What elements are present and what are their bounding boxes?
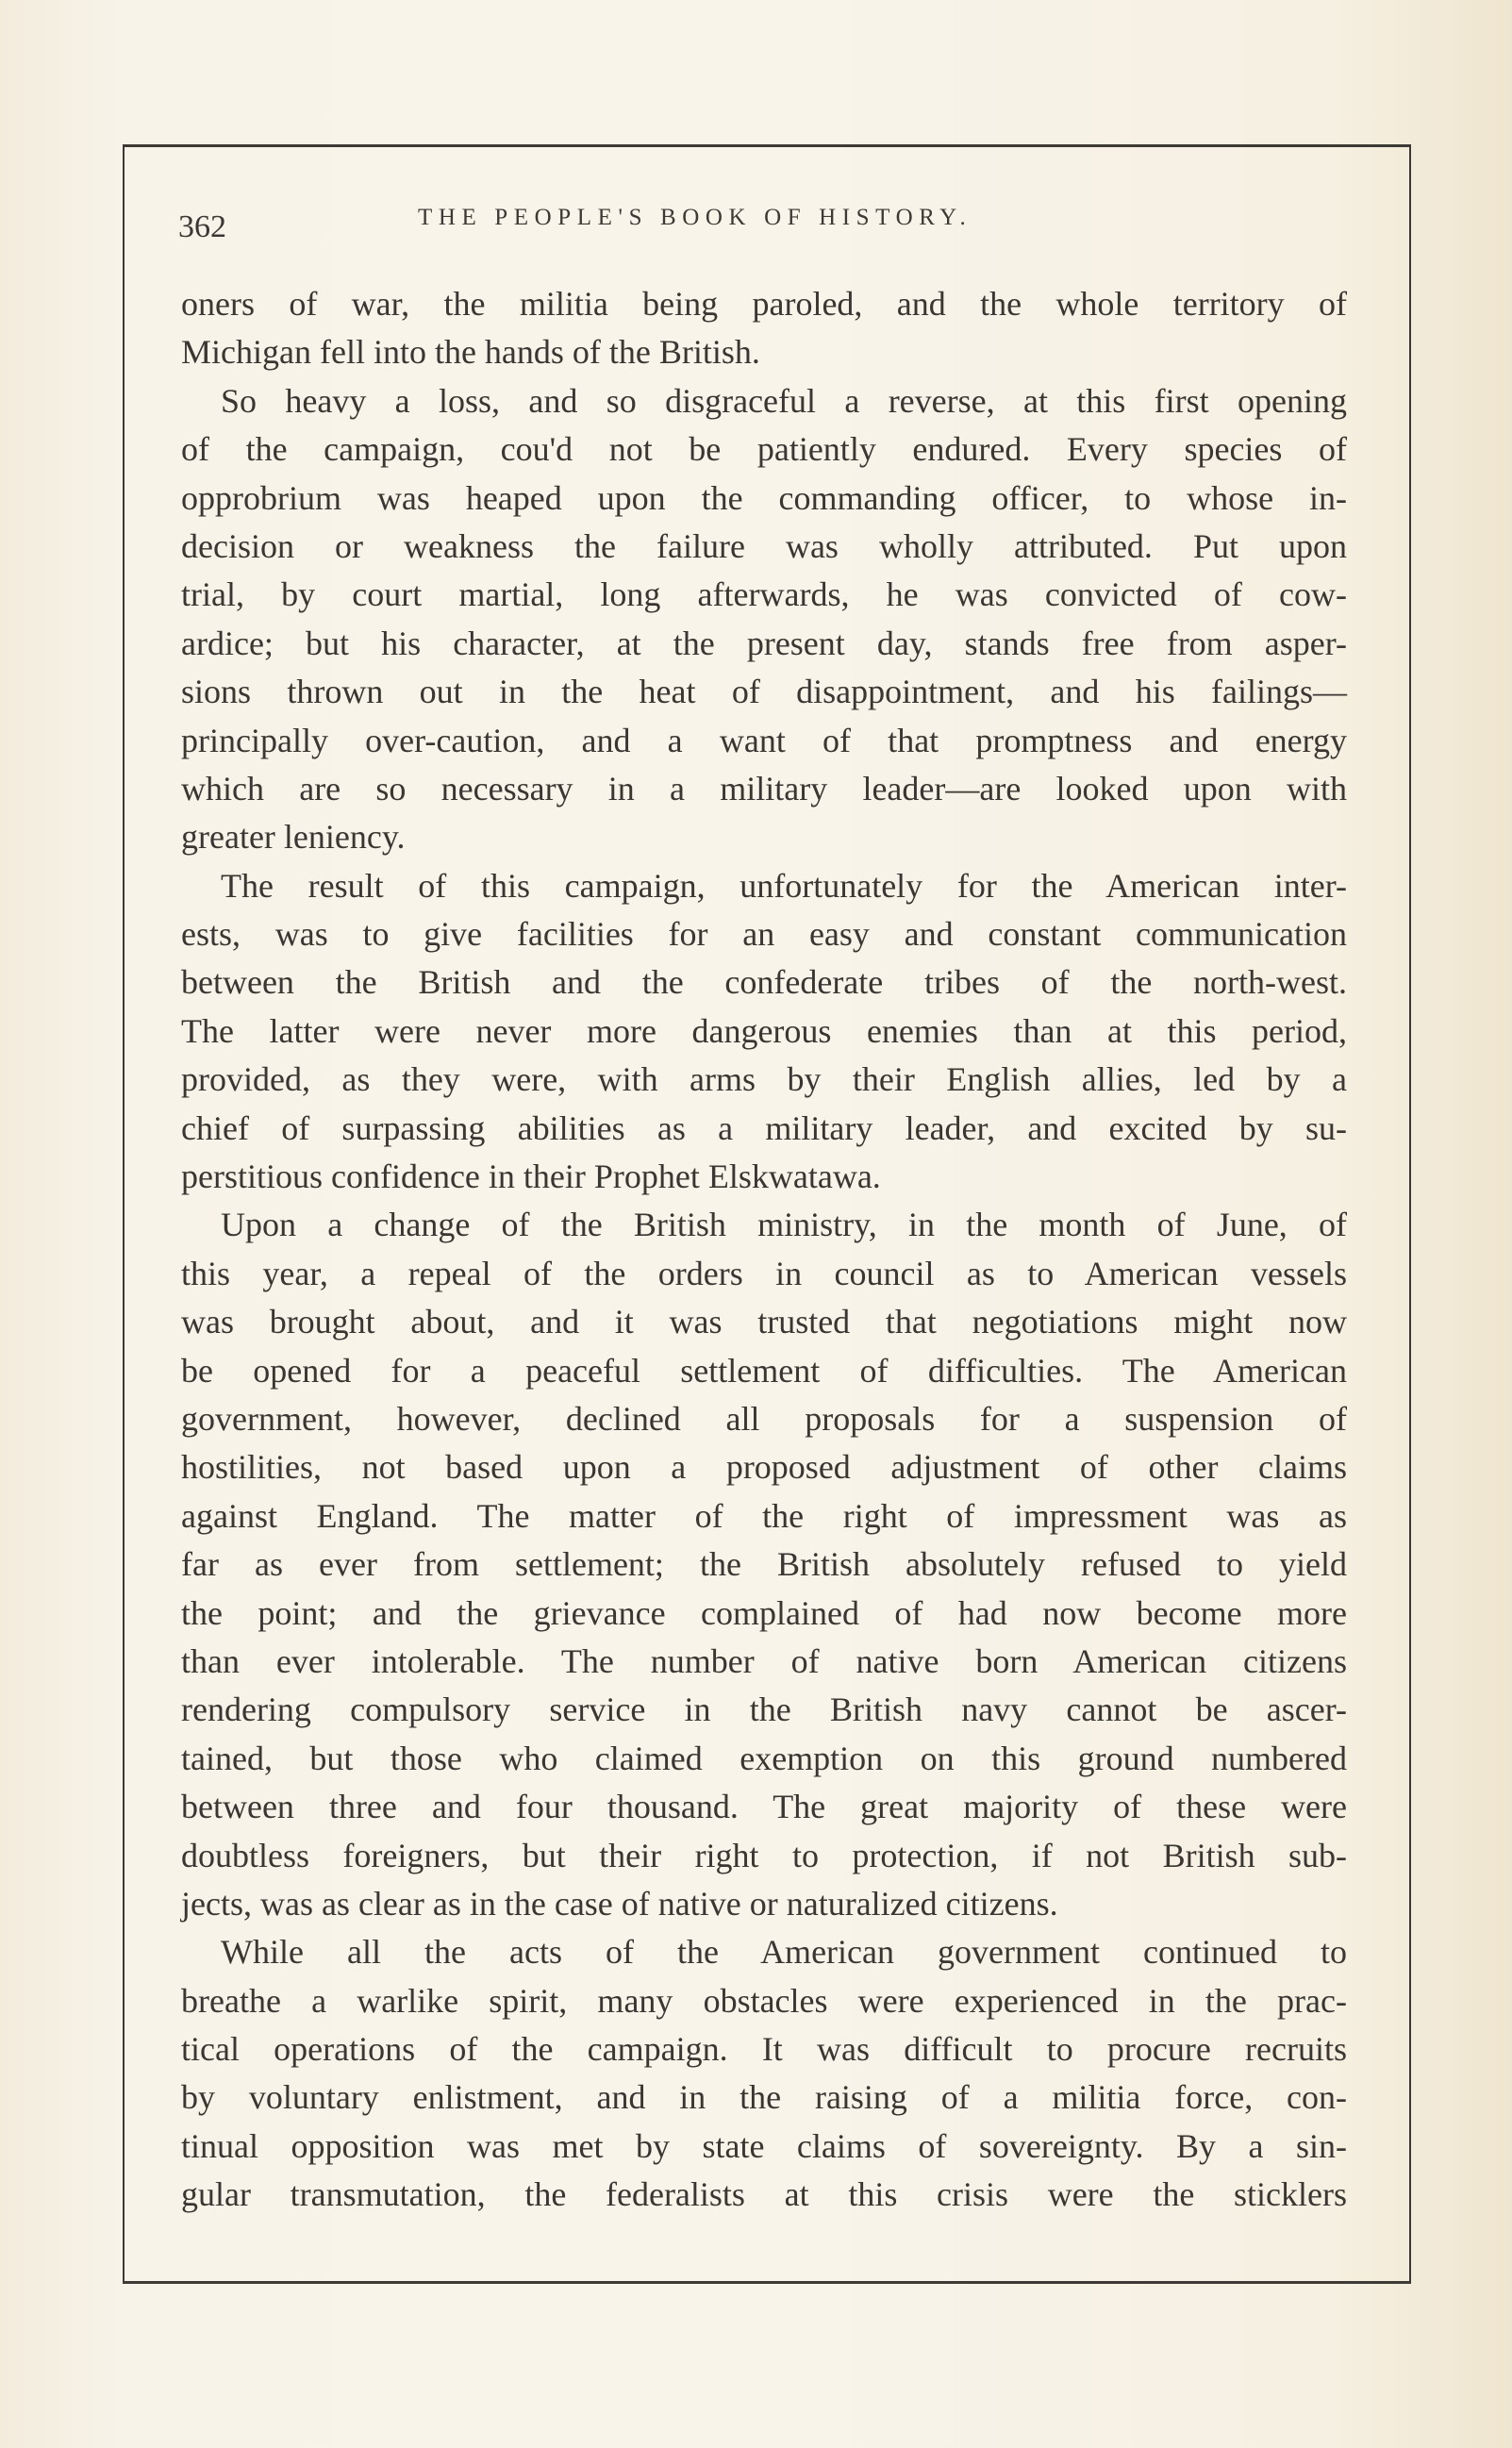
text-line: perstitious confidence in their Prophet Elskwatawa. — [181, 1157, 881, 1196]
text-line: provided, as they were, with arms by their English allies, led by a — [181, 1060, 1347, 1099]
text-line: between three and four thousand. The great majority of these were — [181, 1788, 1347, 1826]
text-line: ardice; but his character, at the present day, stands free from asper- — [181, 624, 1347, 662]
text-line: gular transmutation, the federalists at this crisis were the sticklers — [181, 2175, 1347, 2214]
text-line: The latter were never more dangerous enemies than at this period, — [181, 1011, 1347, 1050]
body-text — [181, 280, 1347, 2220]
text-line: opprobrium was heaped upon the commanding officer, to whose in- — [181, 478, 1347, 517]
running-head-title: THE PEOPLE'S BOOK OF HISTORY. — [418, 205, 972, 230]
text-line: doubtless foreigners, but their right to protection, if not British sub- — [181, 1836, 1347, 1874]
text-line: be opened for a peaceful settlement of difficulties. The American — [181, 1351, 1347, 1390]
text-line: tinual opposition was met by state claims of sovereignty. By a sin- — [181, 2126, 1347, 2165]
text-line: tical operations of the campaign. It was difficult to procure recruits — [181, 2030, 1347, 2069]
text-line: than ever intolerable. The number of native born American citizens — [181, 1641, 1347, 1680]
text-line: jects, was as clear as in the case of native or naturalized citizens. — [181, 1884, 1058, 1923]
text-line: the point; and the grievance complained of had now become more — [181, 1593, 1347, 1632]
text-line: oners of war, the militia being paroled, and the whole territory of — [181, 285, 1347, 323]
text-line: of the campaign, cou'd not be patiently endured. Every species of — [181, 430, 1347, 469]
text-line: which are so necessary in a military leader—are looked upon with — [181, 769, 1347, 808]
text-line: against England. The matter of the right of impressment was as — [181, 1496, 1347, 1535]
text-line: trial, by court martial, long afterwards, he was convicted of cow- — [181, 575, 1347, 614]
text-line: far as ever from settlement; the British absolutely refused to yield — [181, 1545, 1347, 1584]
text-line: this year, a repeal of the orders in council as to American vessels — [181, 1254, 1347, 1292]
text-line: chief of surpassing abilities as a military leader, and excited by su- — [181, 1108, 1347, 1147]
text-line: greater leniency. — [181, 818, 406, 857]
text-line: ests, was to give facilities for an easy and constant communication — [181, 915, 1347, 954]
text-line: hostilities, not based upon a proposed adjustment of other claims — [181, 1448, 1347, 1487]
text-line: breathe a warlike spirit, many obstacles were experienced in the prac- — [181, 1981, 1347, 2020]
text-line: by voluntary enlistment, and in the raising of a militia force, con- — [181, 2078, 1347, 2117]
text-line: sions thrown out in the heat of disappointment, and his failings— — [181, 673, 1347, 711]
text-line: between the British and the confederate tribes of the north-west. — [181, 963, 1347, 1002]
text-line: was brought about, and it was trusted that negotiations might now — [181, 1303, 1347, 1341]
text-line: While all the acts of the American government continued to — [221, 1933, 1347, 1972]
text-line: Michigan fell into the hands of the British. — [181, 333, 760, 372]
text-line: tained, but those who claimed exemption on this ground numbered — [181, 1739, 1347, 1777]
text-line: government, however, declined all proposals for a suspension of — [181, 1399, 1347, 1438]
text-line: The result of this campaign, unfortunately for the American inter- — [221, 866, 1347, 905]
text-line: principally over-caution, and a want of that promptness and energy — [181, 721, 1347, 759]
text-line: So heavy a loss, and so disgraceful a reverse, at this first opening — [221, 381, 1347, 420]
text-line: Upon a change of the British ministry, in the month of June, of — [221, 1206, 1347, 1244]
text-line: rendering compulsory service in the British navy cannot be ascer- — [181, 1690, 1347, 1729]
text-line: decision or weakness the failure was wholly attributed. Put upon — [181, 526, 1347, 565]
page-number: 362 — [178, 209, 226, 244]
